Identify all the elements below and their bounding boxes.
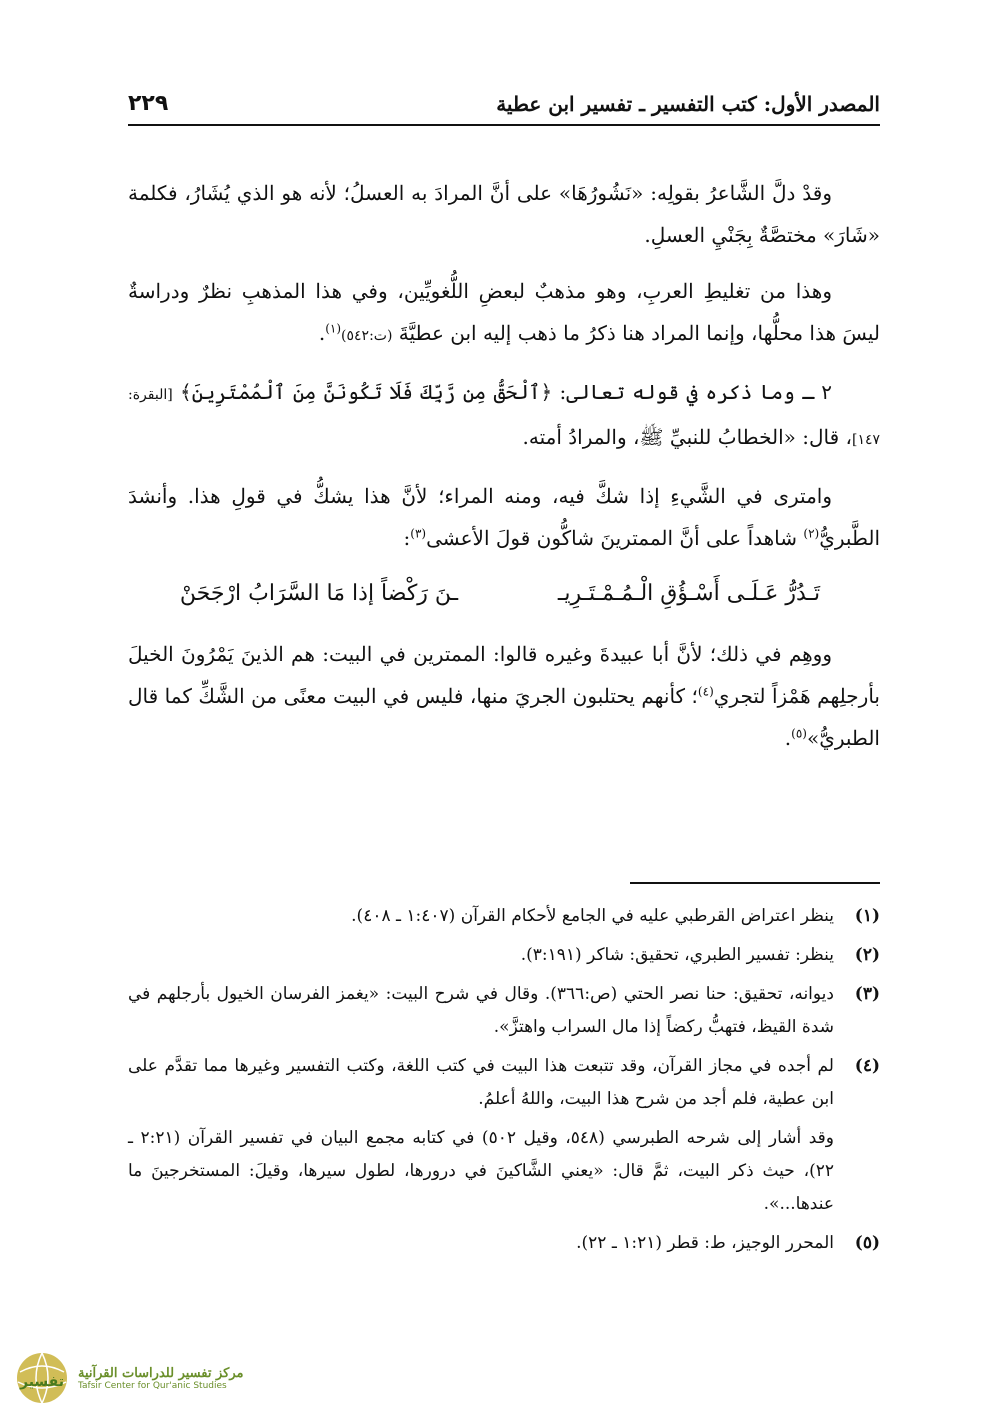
logo-text bbox=[78, 1366, 243, 1391]
footnotes bbox=[128, 900, 880, 1266]
footnote-separator bbox=[630, 882, 880, 884]
footnote-number: (٢) bbox=[854, 945, 880, 965]
main-text bbox=[128, 172, 880, 773]
footnote bbox=[128, 939, 880, 972]
footnote bbox=[128, 1227, 880, 1260]
publisher-logo bbox=[12, 1350, 274, 1406]
footnote-ref[interactable]: (٢) bbox=[803, 526, 820, 541]
footnote-number: (٤) bbox=[854, 1056, 880, 1076]
paragraph bbox=[128, 371, 880, 461]
paragraph-text: . bbox=[784, 726, 792, 750]
paragraph-text: وقدْ دلَّ الشَّاعرُ بقولِه: «نَشُورُهَا» على أنَّ المرادَ به العسلُ؛ لأنه هو الذي يُشَارُ، فكلمة «شَارَ» مختصَّةٌ بِجَنْيِ العسلِ. bbox=[128, 181, 880, 247]
footnote bbox=[128, 900, 880, 933]
footnote-number: (٥) bbox=[854, 1233, 880, 1253]
paragraph: وهذا من تغليطِ العربِ، وهو مذهبٌ لبعضِ اللُّغويِّين، وفي هذا المذهبِ نظرٌ ودراسةٌ ليسَ هذا محلُّها، وإنما المراد هنا ذكرُ ما ذهب إليه ابن عطيَّةَ (ت:٥٤٢)$^{(١)}$. bbox=[128, 279, 880, 345]
verse-first-hemistich: تَـدُرُّ عَـلَـى أَسْـؤُقِ الْـمُـمْـتَـرِيـ bbox=[557, 581, 821, 606]
footnote-ref[interactable]: (٣) bbox=[410, 526, 427, 541]
footnote-continuation bbox=[128, 1122, 880, 1221]
page bbox=[128, 82, 880, 1332]
paragraph-text: ، قال: «الخطابُ للنبيِّ ﷺ، والمرادُ أمته. bbox=[522, 425, 852, 449]
paragraph-text: : bbox=[403, 526, 411, 550]
paragraph-text: ؛ كأنهم يحتلبون الجريَ منها، فليس في البيت معنًى من الشَّكِّ كما قال الطبريُّ» bbox=[128, 684, 880, 750]
paragraph bbox=[128, 172, 880, 256]
footnote-text: ينظر اعتراض القرطبي عليه في الجامع لأحكام القرآن (١:٤٠٧ ـ ٤٠٨). bbox=[351, 906, 834, 926]
footnote-text: وقد أشار إلى شرحه الطبرسي (٥٤٨، وقيل ٥٠٢) في كتابه مجمع البيان في تفسير القرآن (٢:٢١ ـ ٢٢)، حيث ذكر البيت، ثمَّ قال: «يعني الشَّاكينَ في درورها، لطول سيرها، وقيلَ: المستخرجينَ ما عندها...». bbox=[128, 1128, 835, 1214]
paragraph-text: ووهِم في ذلك؛ لأنَّ أبا عبيدةَ وغيره قالوا: الممترين في البيت: هم الذينَ يَمْرُونَ الخيلَ بأرجلِهم هَمْزاً لتجري bbox=[128, 642, 880, 708]
logo-english-name: Tafsir Center for Qur'anic Studies bbox=[78, 1380, 227, 1391]
footnote-ref[interactable]: (٥) bbox=[791, 726, 807, 741]
footnote bbox=[128, 1050, 880, 1116]
running-head bbox=[128, 82, 880, 126]
paragraph-text: شاهداً على أنَّ الممترينَ شاكُّون قولَ الأعشى bbox=[426, 526, 804, 550]
footnote-text: ديوانه، تحقيق: حنا نصر الحتي (ص:٣٦٦). وقال في شرح البيت: «يغمز الفرسان الخيول بأرجلهم في شدة القيظ، فتهبُّ ركضاً إذا مال السراب واهتزَّ». bbox=[128, 984, 834, 1037]
footnote-number: (٣) bbox=[854, 984, 880, 1004]
footnote-ref[interactable]: (١) bbox=[325, 321, 342, 336]
footnote-ref[interactable]: (٤) bbox=[697, 684, 714, 699]
footnote-text: ينظر: تفسير الطبري، تحقيق: شاكر (٣:١٩١). bbox=[520, 945, 834, 965]
paragraph bbox=[128, 475, 880, 559]
logo-emblem-text: تفسير bbox=[19, 1374, 65, 1390]
footnote-text: لم أجده في مجاز القرآن، وقد تتبعت هذا البيت في كتب اللغة، وكتب التفسير وغيرها مما تقدَّم على ابن عطية، فلم أجد من شرح هذا البيت، واللهُ أعلمُ. bbox=[128, 1056, 834, 1109]
poetry-verse bbox=[128, 573, 880, 615]
verse-second-hemistich: ـنَ رَكْضاً إذا مَا السَّرَابُ ارْجَحَنْ bbox=[179, 581, 459, 606]
quran-verse-intro: ٢ ـ وما ذكره في قوله تعالى: ﴿ٱلْحَقُّ مِن رَّبِّكَ فَلَا تَكُونَنَّ مِنَ ٱلْمُمْتَرِينَ﴾ bbox=[180, 380, 832, 404]
running-title: المصدر الأول: كتب التفسير ـ تفسير ابن عطية bbox=[496, 92, 880, 116]
paragraph bbox=[128, 633, 880, 759]
footnote-number: (١) bbox=[854, 906, 880, 926]
death-date-note: (ت:٥٤٢) bbox=[341, 328, 393, 344]
footnote-text: المحرر الوجيز، ط: قطر (١:٢١ ـ ٢٢). bbox=[576, 1233, 834, 1253]
paragraph-text: وامترى في الشَّيءِ إذا شكَّ فيه، ومنه المراء؛ لأنَّ هذا يشكُّ في قولِ هذا. وأنشدَ الطَّبريُّ bbox=[128, 484, 880, 550]
footnote bbox=[128, 978, 880, 1044]
globe-logo-icon bbox=[12, 1350, 72, 1406]
page-number: ٢٢٩ bbox=[128, 91, 169, 116]
paragraph-text: وهذا من تغليطِ العربِ، وهو مذهبٌ لبعضِ اللُّغويِّين، وفي هذا المذهبِ نظرٌ ودراسةٌ ليسَ هذا محلُّها، وإنما المراد هنا ذكرُ ما ذهب إليه ابن عطيَّةَ bbox=[128, 279, 880, 345]
logo-arabic-name: مركز تفسير للدراسات القرآنية bbox=[78, 1365, 244, 1381]
quran-citation: [البقرة: ١٤٧] bbox=[128, 387, 880, 448]
